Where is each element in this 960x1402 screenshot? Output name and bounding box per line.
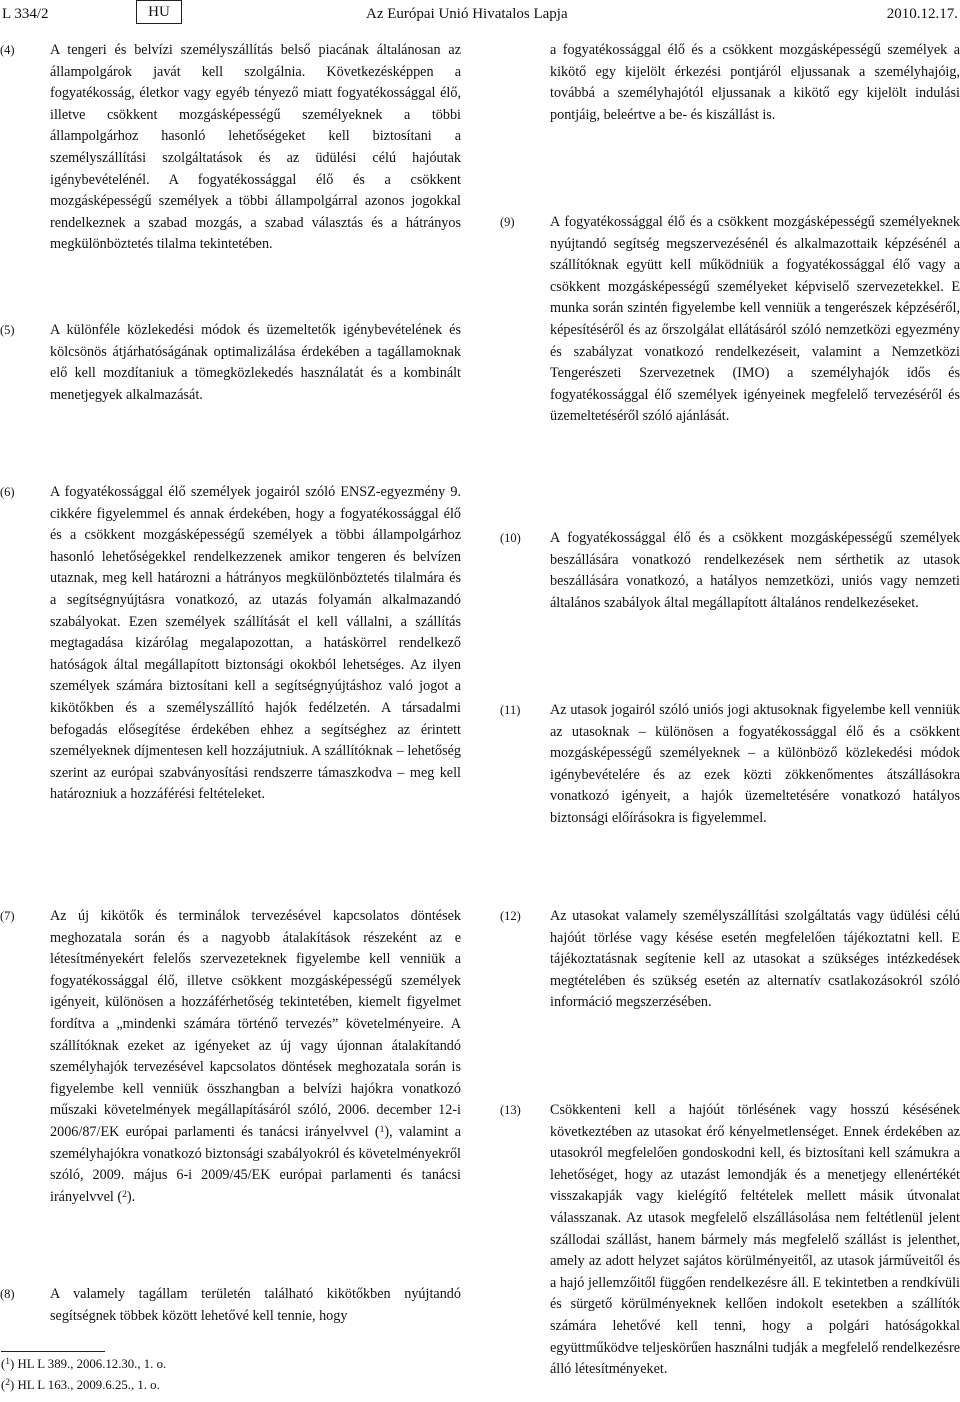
recital-number: (8)	[0, 1287, 15, 1301]
footnote-ref[interactable]: 2	[122, 1189, 127, 1200]
recital-12	[500, 906, 960, 1014]
recital-text-part: Az új kikötők és terminálok tervezésével kapcsolatos döntések meghozatala során és a nagyobb átalakítások részeként az e létesítményekért felelős szervezeteknek figyelembe kell venniük a fogyatékossággal élő, illetve csökkent mozgásképességű személyek igényeit, különösen a hozzáférhetőség tekintetében, kiemelt figyelmet fordítva a „mindenki számára történő tervezés” követelményeire. A szállítóknak ezeket az igényeket az új vagy újonnan átalakítandó személyhajók tervezésével kapcsolatos döntések meghozatala során is figyelembe kell venniük összhangban a belvízi hajókra vonatkozó műszaki követelmények megállapításáról szóló, 2006. december 12-i 2006/87/EK európai parlamenti és tanácsi irányelvvel (	[50, 908, 461, 1140]
recital-text: A fogyatékossággal élő és a csökkent mozgásképességű személyek beszállására vonatkozó rendelkezések nem sérthetik az utasok beszállására vonatkozó, a hatályos nemzetközi, uniós vagy nemzeti általános szabályok által megállapított általános rendelkezéseket.	[550, 530, 960, 611]
recital-text: A tengeri és belvízi személyszállítás belső piacának általánosan az állampolgárok javát kell szolgálnia. Következésképpen a fogyatékosság, életkor vagy egyéb tényező miatt fogyatékossággal élő, illetve csökkent mozgásképességű személyeknek a többi állampolgárhoz hasonló lehetőségeket kell biztosítani a személyszállítási szolgáltatások és az üdülési célú hajóutak igénybevételénél. A fogyatékossággal élő és a csökkent mozgásképességű személyek a többi állampolgárral azonos jogokkal rendelkeznek a szabad mozgás, a szabad választás és a hátrányos megkülönböztetés tilalma tekintetében.	[50, 42, 461, 253]
footnotes	[1, 1354, 166, 1396]
recital-number: (5)	[0, 323, 15, 337]
recital-text: A fogyatékossággal élő személyek jogairól szóló ENSZ-egyezmény 9. cikkére figyelemmel és annak érdekében, hogy a fogyatékossággal élő és a csökkent mozgásképességű személyek a többi állampolgárhoz hasonló lehetőségekkel rendelkezzenek amikor tengeren és belvízen utaznak, meg kell határozni a hátrányos megkülönböztetés tilalmára és a segítségnyújtásra vonatkozó, az utazás folyamán alkalmazandó szabályokat. Ezen személyek szállítását el kell vállalni, a szállítás megtagadása kizárólag megalapozottan, a hatáskörrel rendelkező hatóságok által megállapított biztonsági okokból lehetséges. Az ilyen személyek számára biztosítani kell a segítségnyújtáshoz való jogot a kikötőkben és a személyszállító hajók fedélzetén. A társadalmi befogadás elősegítése érdekében ehhez a segítséghez az érintett személyeknek díjmentesen kell hozzájutniuk. A szállítóknak – lehetőség szerint az európai szabványosítási rendszerre támaszkodva – meg kell határozniuk a hozzáférési feltételeket.	[50, 484, 461, 803]
recital-text	[50, 906, 461, 1208]
recital-text: Az utasokat valamely személyszállítási szolgáltatás vagy üdülési célú hajóút törlése vagy késése esetén megfelelően tájékoztatni kell. E tájékoztatásnak segítenie kell az utasokat a szükséges intézkedések megtételében és szükség esetén az alternatív csatlakozásokról szóló információ megszerzésében.	[550, 908, 960, 1011]
recital-number: (11)	[500, 703, 521, 717]
footnote-text: HL L 389., 2006.12.30., 1. o.	[17, 1357, 167, 1371]
publication-date: 2010.12.17.	[886, 6, 958, 22]
recital-text: A fogyatékossággal élő és a csökkent mozgásképességű személyeknek nyújtandó segítség megszervezésénél és alkalmazottaik képzésénél a szállítóknak együtt kell működniük a fogyatékossággal élő vagy a csökkent mozgásképességű személyeket képviselő szervezetekkel. E munka során szintén figyelembe kell venniük a tengerészek képzéséről, képesítéséről és az őrszolgálat ellátásáról szóló nemzetközi egyezmény és szabályzat vonatkozó rendelkezéseit, valamint a Nemzetközi Tengerészeti Szervezetnek (IMO) a személyhajók idős és fogyatékossággal élő személyek igényeinek megfelelő tervezéséről és üzemeltetéséről szóló ajánlását.	[550, 214, 960, 425]
recital-text: Az utasok jogairól szóló uniós jogi aktusoknak figyelembe kell venniük az utasoknak – különösen a fogyatékossággal élő és a csökkent mozgásképességű személyeknek – a különböző közlekedési módok igénybevételére és az ezek közti zökkenőmentes átszállásokra vonatkozó igényeit, a hajók üzemeltetésére vonatkozó hatályos biztonsági előírásokra is figyelemmel.	[550, 702, 960, 826]
page-reference: L 334/2	[2, 6, 49, 22]
recital-number: (12)	[500, 909, 521, 923]
recital-number: (10)	[500, 531, 521, 545]
recital-number: (9)	[500, 215, 515, 229]
recital-text-part: ).	[126, 1188, 136, 1205]
page-header	[0, 0, 960, 30]
recital-number: (6)	[0, 485, 15, 499]
recital-10	[500, 528, 960, 614]
recital-number: (7)	[0, 909, 15, 923]
journal-title: Az Európai Unió Hivatalos Lapja	[366, 6, 568, 22]
recital-text: a fogyatékossággal élő és a csökkent mozgásképességű személyek a kikötő egy kijelölt érkezési pontjáról eljussanak a személyhajóig, továbbá a személyhajótól eljussanak a kikötő egy kijelölt indulási pontjáig, beleértve a be- és kiszállást is.	[550, 42, 960, 123]
recital-text-part: ), valamint a személyhajókra vonatkozó biztonsági szabályokról és követelményekről szóló, 2009. május 6-i 2009/45/EK európai parlamenti és tanácsi irányelvvel (	[50, 1123, 461, 1205]
recital-9	[500, 212, 960, 428]
recital-8	[0, 1284, 461, 1327]
footnote-mark: 2	[5, 1378, 11, 1388]
footnote: ($^1$) HL L 389., 2006.12.30., 1. o.	[1, 1357, 167, 1371]
recital-13	[500, 1100, 960, 1381]
footnote-ref[interactable]: 1	[379, 1124, 385, 1135]
recital-number: (4)	[0, 43, 15, 57]
footnote: ($^2$) HL L 163., 2009.6.25., 1. o.	[1, 1378, 160, 1392]
recital-number: (13)	[500, 1103, 521, 1117]
footnote-mark: 1	[5, 1357, 11, 1367]
recital-text: A különféle közlekedési módok és üzemeltetők igénybevételének és kölcsönös átjárhatóságának optimalizálása érdekében a tagállamoknak elő kell mozdítaniuk a tömegközlekedés használatát és a kombinált menetjegyek alkalmazását.	[50, 322, 461, 403]
footnote-divider	[1, 1351, 105, 1352]
recital-4	[0, 40, 461, 256]
recital-7	[0, 906, 461, 1208]
language-badge: HU	[136, 0, 182, 24]
recital-text: Csökkenteni kell a hajóút törlésének vagy hosszú késésének következtében az utasokat érő kényelmetlenséget. Ennek érdekében az utasokról megfelelően gondoskodni kell, és biztosítani kell számukra a lehetőséget, hogy az utazást lemondják és a menetjegy ellenértékét visszakapják vagy kielégítő feltételek mellett másik útvonalat válasszanak. Az utasok megfelelő elszállásolása nem feltétlenül jelent szállodai szállást, hanem bármely más megfelelő szállást is jelenthet, amely az adott helyzet sajátos körülményeitől, az utasok járműveitől és a hajó jellemzőitől függően rendelkezésre áll. E tekintetben a rendkívüli és sürgető körülményeknek kellően indokolt esetekben a szállítók számára lehetővé kell tenni, hogy a polgári hatóságokkal együttműködve teljeskörűen használni tudják a megfelelő rendelkezésre álló létesítményeket.	[550, 1102, 960, 1378]
recital-5	[0, 320, 461, 406]
recital-8-continued	[500, 40, 960, 126]
footnote-text: HL L 163., 2009.6.25., 1. o.	[17, 1378, 160, 1392]
recital-text: A valamely tagállam területén található kikötőkben nyújtandó segítségnek többek között lehetővé kell tennie, hogy	[50, 1286, 461, 1324]
recital-11	[500, 700, 960, 830]
recital-6	[0, 482, 461, 806]
